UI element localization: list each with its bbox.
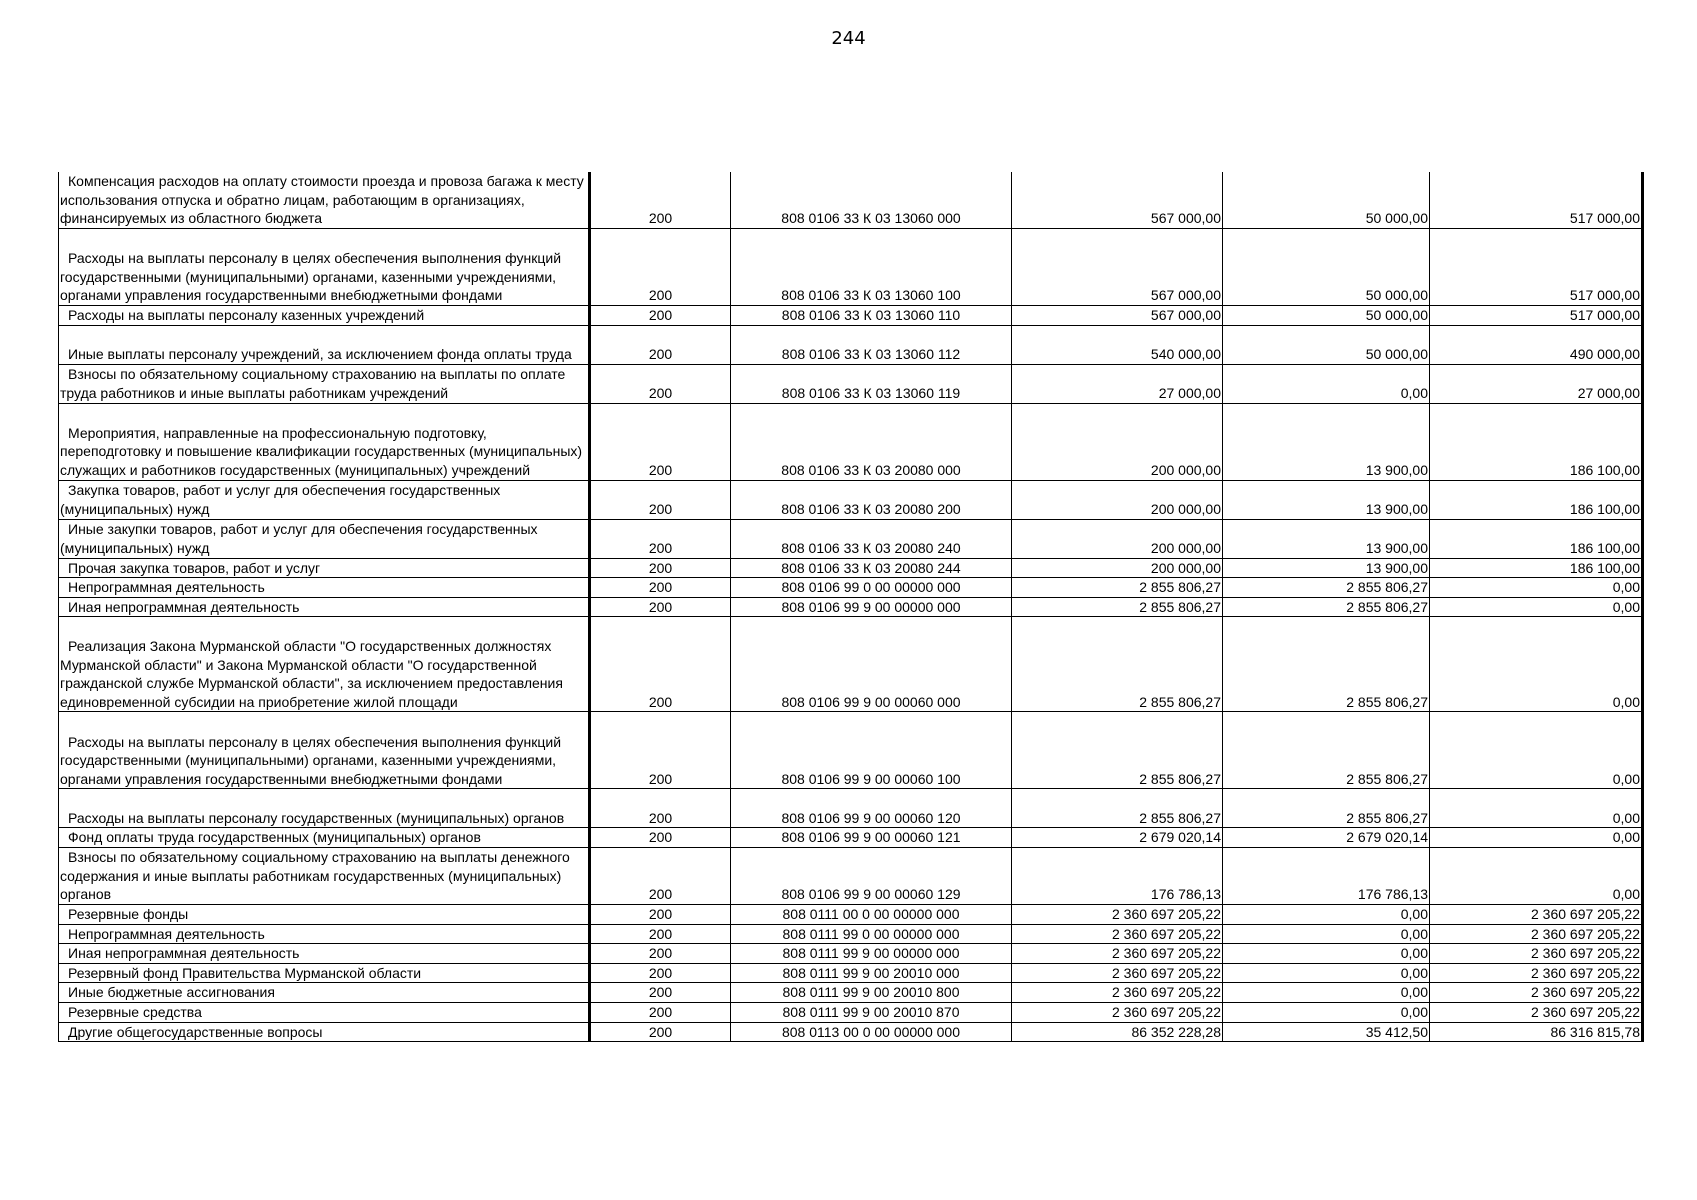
row-remaining-amount: 0,00 (1430, 578, 1643, 598)
table-row (59, 578, 1643, 598)
row-executed-amount: 2 855 806,27 (1223, 578, 1430, 598)
row-plan-amount: 2 855 806,27 (1012, 578, 1223, 598)
row-plan-amount: 200 000,00 (1012, 558, 1223, 578)
row-plan-amount: 2 360 697 205,22 (1012, 963, 1223, 983)
row-plan-amount: 2 855 806,27 (1012, 789, 1223, 828)
row-remaining-amount: 27 000,00 (1430, 364, 1643, 403)
row-name: Компенсация расходов на оплату стоимости проезда и провоза багажа к месту использования отпуска и обратно лицам, работающим в организациях, финансируемых из областного бюджета (59, 172, 590, 229)
row-remaining-amount: 2 360 697 205,22 (1430, 904, 1643, 924)
row-plan-amount: 200 000,00 (1012, 480, 1223, 519)
row-budget-code: 808 0106 99 9 00 00000 000 (731, 597, 1012, 617)
row-remaining-amount: 2 360 697 205,22 (1430, 924, 1643, 944)
table-row (59, 558, 1643, 578)
row-name: Иная непрограммная деятельность (59, 597, 590, 617)
table-row (59, 172, 1643, 229)
row-line-code: 200 (590, 480, 731, 519)
row-remaining-amount: 2 360 697 205,22 (1430, 1002, 1643, 1022)
row-line-code: 200 (590, 172, 731, 229)
row-line-code: 200 (590, 617, 731, 712)
row-remaining-amount: 186 100,00 (1430, 519, 1643, 558)
row-plan-amount: 200 000,00 (1012, 519, 1223, 558)
row-remaining-amount: 0,00 (1430, 828, 1643, 848)
table-row (59, 403, 1643, 480)
row-line-code: 200 (590, 904, 731, 924)
table-row (59, 789, 1643, 828)
row-line-code: 200 (590, 578, 731, 598)
row-name: Резервные средства (59, 1002, 590, 1022)
row-line-code: 200 (590, 789, 731, 828)
row-line-code: 200 (590, 1022, 731, 1042)
row-plan-amount: 2 360 697 205,22 (1012, 944, 1223, 964)
row-executed-amount: 13 900,00 (1223, 480, 1430, 519)
table-row (59, 480, 1643, 519)
row-remaining-amount: 2 360 697 205,22 (1430, 963, 1643, 983)
row-name: Реализация Закона Мурманской области "О государственных должностях Мурманской области" и Закона Мурманской области "О государственной гражданской службе Мурманской области", за исключением предоставления единовременной субсидии на приобретение жилой площади (59, 617, 590, 712)
row-remaining-amount: 517 000,00 (1430, 306, 1643, 326)
row-executed-amount: 50 000,00 (1223, 172, 1430, 229)
row-plan-amount: 567 000,00 (1012, 229, 1223, 306)
row-name: Непрограммная деятельность (59, 578, 590, 598)
row-line-code: 200 (590, 403, 731, 480)
row-plan-amount: 200 000,00 (1012, 403, 1223, 480)
row-executed-amount: 0,00 (1223, 364, 1430, 403)
row-name: Взносы по обязательному социальному страхованию на выплаты денежного содержания и иные выплаты работникам государственных (муниципальных) органов (59, 847, 590, 904)
row-executed-amount: 13 900,00 (1223, 558, 1430, 578)
row-remaining-amount: 0,00 (1430, 847, 1643, 904)
row-name: Иная непрограммная деятельность (59, 944, 590, 964)
row-name: Мероприятия, направленные на профессиональную подготовку, переподготовку и повышение квалификации государственных (муниципальных) служащих и работников государственных (муниципальных) учреждений (59, 403, 590, 480)
table-row (59, 847, 1643, 904)
row-plan-amount: 567 000,00 (1012, 172, 1223, 229)
page-number: 244 (831, 28, 866, 49)
row-plan-amount: 176 786,13 (1012, 847, 1223, 904)
table-row (59, 617, 1643, 712)
table-row (59, 1002, 1643, 1022)
row-executed-amount: 2 855 806,27 (1223, 712, 1430, 789)
row-name: Резервные фонды (59, 904, 590, 924)
row-line-code: 200 (590, 558, 731, 578)
row-executed-amount: 35 412,50 (1223, 1022, 1430, 1042)
row-remaining-amount: 186 100,00 (1430, 558, 1643, 578)
row-plan-amount: 2 855 806,27 (1012, 617, 1223, 712)
row-budget-code: 808 0106 33 К 03 20080 244 (731, 558, 1012, 578)
row-remaining-amount: 186 100,00 (1430, 403, 1643, 480)
row-remaining-amount: 0,00 (1430, 617, 1643, 712)
table-row (59, 904, 1643, 924)
row-plan-amount: 2 855 806,27 (1012, 597, 1223, 617)
row-line-code: 200 (590, 325, 731, 364)
row-remaining-amount: 0,00 (1430, 712, 1643, 789)
table-row (59, 983, 1643, 1003)
row-name: Другие общегосударственные вопросы (59, 1022, 590, 1042)
row-budget-code: 808 0111 99 9 00 00000 000 (731, 944, 1012, 964)
row-plan-amount: 540 000,00 (1012, 325, 1223, 364)
row-name: Непрограммная деятельность (59, 924, 590, 944)
row-budget-code: 808 0111 99 9 00 20010 800 (731, 983, 1012, 1003)
row-plan-amount: 86 352 228,28 (1012, 1022, 1223, 1042)
row-budget-code: 808 0106 99 9 00 00060 121 (731, 828, 1012, 848)
row-budget-code: 808 0106 33 К 03 13060 100 (731, 229, 1012, 306)
row-name: Расходы на выплаты персоналу в целях обеспечения выполнения функций государственными (муниципальными) органами, казенными учреждениями, органами управления государственными внебюджетными фондами (59, 712, 590, 789)
table-row (59, 229, 1643, 306)
row-remaining-amount: 86 316 815,78 (1430, 1022, 1643, 1042)
row-plan-amount: 27 000,00 (1012, 364, 1223, 403)
row-remaining-amount: 2 360 697 205,22 (1430, 944, 1643, 964)
table-row (59, 1022, 1643, 1042)
row-plan-amount: 2 360 697 205,22 (1012, 904, 1223, 924)
budget-table (58, 172, 1644, 1042)
row-remaining-amount: 0,00 (1430, 597, 1643, 617)
row-line-code: 200 (590, 364, 731, 403)
row-budget-code: 808 0106 99 9 00 00060 120 (731, 789, 1012, 828)
row-executed-amount: 2 679 020,14 (1223, 828, 1430, 848)
table-row (59, 306, 1643, 326)
row-line-code: 200 (590, 924, 731, 944)
row-line-code: 200 (590, 519, 731, 558)
row-remaining-amount: 0,00 (1430, 789, 1643, 828)
row-executed-amount: 0,00 (1223, 944, 1430, 964)
row-executed-amount: 13 900,00 (1223, 519, 1430, 558)
row-executed-amount: 2 855 806,27 (1223, 617, 1430, 712)
row-executed-amount: 0,00 (1223, 924, 1430, 944)
row-name: Прочая закупка товаров, работ и услуг (59, 558, 590, 578)
row-budget-code: 808 0106 99 9 00 00060 129 (731, 847, 1012, 904)
row-executed-amount: 0,00 (1223, 904, 1430, 924)
row-plan-amount: 567 000,00 (1012, 306, 1223, 326)
row-budget-code: 808 0106 33 К 03 13060 000 (731, 172, 1012, 229)
table-row (59, 364, 1643, 403)
row-plan-amount: 2 679 020,14 (1012, 828, 1223, 848)
row-budget-code: 808 0106 99 0 00 00000 000 (731, 578, 1012, 598)
budget-table-body (59, 172, 1643, 1042)
row-name: Расходы на выплаты персоналу казенных учреждений (59, 306, 590, 326)
row-budget-code: 808 0106 99 9 00 00060 100 (731, 712, 1012, 789)
table-row (59, 325, 1643, 364)
row-line-code: 200 (590, 1002, 731, 1022)
row-remaining-amount: 2 360 697 205,22 (1430, 983, 1643, 1003)
row-line-code: 200 (590, 229, 731, 306)
row-remaining-amount: 517 000,00 (1430, 172, 1643, 229)
row-budget-code: 808 0106 33 К 03 20080 200 (731, 480, 1012, 519)
row-budget-code: 808 0106 33 К 03 13060 119 (731, 364, 1012, 403)
row-line-code: 200 (590, 963, 731, 983)
row-budget-code: 808 0111 99 0 00 00000 000 (731, 924, 1012, 944)
row-budget-code: 808 0111 99 9 00 20010 000 (731, 963, 1012, 983)
row-executed-amount: 0,00 (1223, 963, 1430, 983)
row-executed-amount: 176 786,13 (1223, 847, 1430, 904)
row-line-code: 200 (590, 597, 731, 617)
row-executed-amount: 50 000,00 (1223, 306, 1430, 326)
row-executed-amount: 50 000,00 (1223, 325, 1430, 364)
row-line-code: 200 (590, 944, 731, 964)
table-row (59, 712, 1643, 789)
row-budget-code: 808 0111 99 9 00 20010 870 (731, 1002, 1012, 1022)
row-name: Иные бюджетные ассигнования (59, 983, 590, 1003)
row-line-code: 200 (590, 712, 731, 789)
row-line-code: 200 (590, 306, 731, 326)
row-name: Фонд оплаты труда государственных (муниципальных) органов (59, 828, 590, 848)
row-executed-amount: 13 900,00 (1223, 403, 1430, 480)
row-line-code: 200 (590, 983, 731, 1003)
row-executed-amount: 0,00 (1223, 1002, 1430, 1022)
table-row (59, 944, 1643, 964)
table-row (59, 597, 1643, 617)
table-row (59, 963, 1643, 983)
row-budget-code: 808 0111 00 0 00 00000 000 (731, 904, 1012, 924)
row-executed-amount: 2 855 806,27 (1223, 789, 1430, 828)
row-name: Закупка товаров, работ и услуг для обеспечения государственных (муниципальных) нужд (59, 480, 590, 519)
row-budget-code: 808 0113 00 0 00 00000 000 (731, 1022, 1012, 1042)
row-remaining-amount: 186 100,00 (1430, 480, 1643, 519)
row-budget-code: 808 0106 99 9 00 00060 000 (731, 617, 1012, 712)
row-plan-amount: 2 360 697 205,22 (1012, 983, 1223, 1003)
row-name: Взносы по обязательному социальному страхованию на выплаты по оплате труда работников и иные выплаты работникам учреждений (59, 364, 590, 403)
row-name: Резервный фонд Правительства Мурманской области (59, 963, 590, 983)
row-budget-code: 808 0106 33 К 03 20080 000 (731, 403, 1012, 480)
row-budget-code: 808 0106 33 К 03 20080 240 (731, 519, 1012, 558)
row-line-code: 200 (590, 828, 731, 848)
row-name: Расходы на выплаты персоналу государственных (муниципальных) органов (59, 789, 590, 828)
row-executed-amount: 2 855 806,27 (1223, 597, 1430, 617)
row-name: Расходы на выплаты персоналу в целях обеспечения выполнения функций государственными (муниципальными) органами, казенными учреждениями, органами управления государственными внебюджетными фондами (59, 229, 590, 306)
table-row (59, 924, 1643, 944)
row-remaining-amount: 517 000,00 (1430, 229, 1643, 306)
row-plan-amount: 2 360 697 205,22 (1012, 924, 1223, 944)
row-budget-code: 808 0106 33 К 03 13060 112 (731, 325, 1012, 364)
table-row (59, 519, 1643, 558)
row-executed-amount: 0,00 (1223, 983, 1430, 1003)
row-budget-code: 808 0106 33 К 03 13060 110 (731, 306, 1012, 326)
row-name: Иные закупки товаров, работ и услуг для обеспечения государственных (муниципальных) нужд (59, 519, 590, 558)
row-plan-amount: 2 855 806,27 (1012, 712, 1223, 789)
row-plan-amount: 2 360 697 205,22 (1012, 1002, 1223, 1022)
row-executed-amount: 50 000,00 (1223, 229, 1430, 306)
row-remaining-amount: 490 000,00 (1430, 325, 1643, 364)
row-name: Иные выплаты персоналу учреждений, за исключением фонда оплаты труда (59, 325, 590, 364)
row-line-code: 200 (590, 847, 731, 904)
table-row (59, 828, 1643, 848)
